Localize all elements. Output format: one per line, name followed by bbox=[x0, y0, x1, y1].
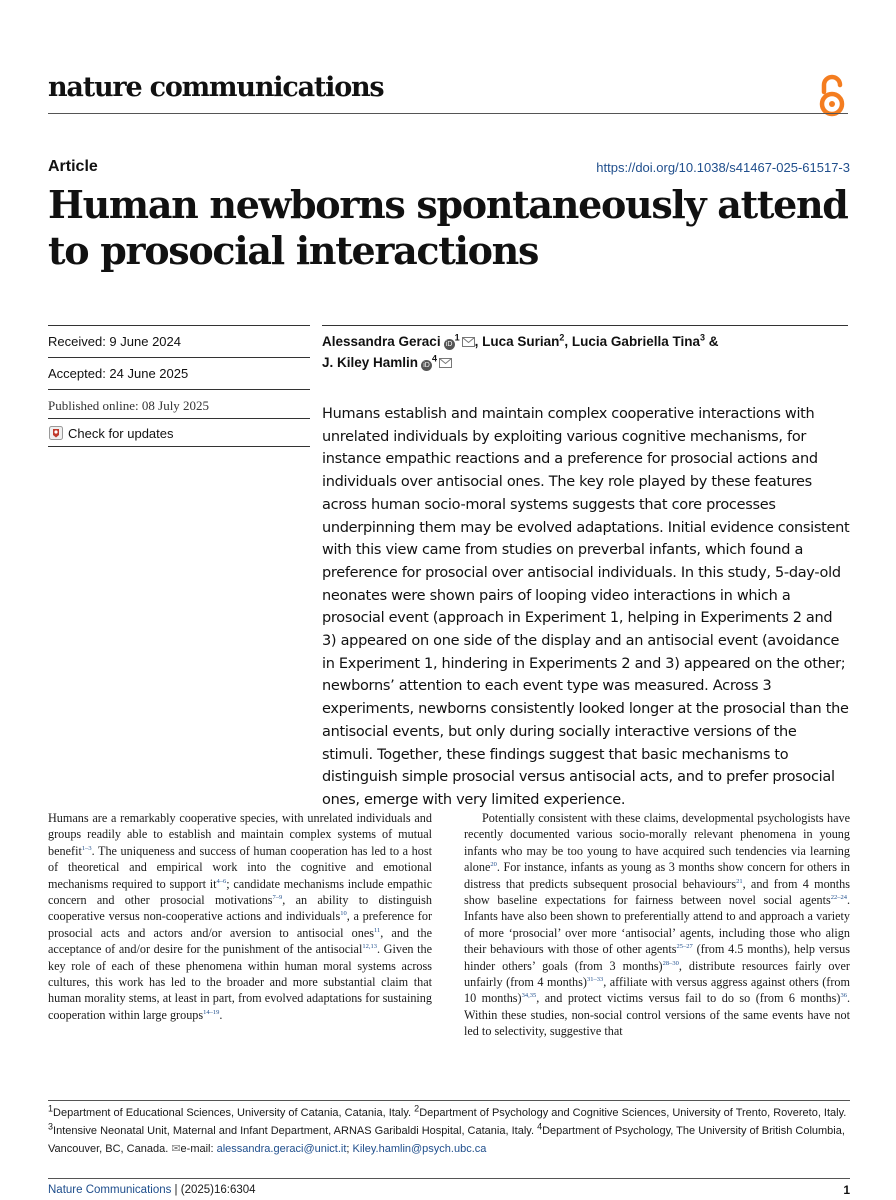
body-column-left: Humans are a remarkably cooperative species, with unrelated individuals and groups readily able to establish and maintain complex systems of mutual benefit$^{1-3}$. The uniqueness and success of human cooperation has led to a host of theoretical and empirical work into the cognitive and emotional mechanisms required to support it$^{4-6}$; candidate mechanisms include empathic concern and other prosocial motivations$^{7-9}$, an ability to distinguish cooperative versus non-cooperative actions and individuals$^{10}$, a preference for prosocial acts and actors and/or aversion to antisocial ones$^{11}$, and the acceptance of and/or desire for the punishment of the antisocial$^{12,13}$. Given the key role of each of these phenomena within human moral systems across cultures, this work has led to the broader and more substantial claim that human morality stems, at least in part, from evolved adaptations for sustaining cooperation within large groups$^{14-19}$. bbox=[48, 811, 433, 1022]
envelope-icon[interactable] bbox=[462, 337, 475, 347]
citation-ref[interactable]: 28–30 bbox=[662, 959, 679, 967]
citation-ref[interactable]: 34,35 bbox=[521, 992, 537, 1000]
citation-ref[interactable]: 11 bbox=[374, 926, 381, 934]
citation-ref[interactable]: 36 bbox=[840, 992, 847, 1000]
citation-ref[interactable]: 31–33 bbox=[586, 976, 604, 983]
header-rule bbox=[48, 113, 848, 114]
citation-ref[interactable]: 10 bbox=[340, 910, 347, 918]
citation-ref[interactable]: 12,13 bbox=[362, 943, 377, 951]
side-rule-1 bbox=[48, 325, 310, 326]
citation-ref[interactable]: 20 bbox=[490, 861, 497, 869]
body-column-right: Potentially consistent with these claims, developmental psychologists have recently documented various socio-morally relevant phenomena in young infants who may be too young to have acquired such tendencies via learning alone$^{20}$. For instance, infants as young as 3 months show concern for others in distress that predicts subsequent prosocial behaviours$^{21}$, and from 4 months show baseline expectations for fairness between novel social agents$^{22-24}$. Infants have also been shown to preferentially attend to and approach a variety of more ‘prosocial’ over more ‘antisocial’ agents, including those who align their behaviours with those of other agents$^{25-27}$ (from 4.5 months), help versus hinder others’ goals (from 3 months)$^{28-30}$, distribute resources fairly over unfairly (from 4 months)$^{31-33}$, affiliate with versus aggress against others (from 10 months)$^{34,35}$, and protect victims versus fail to do so (from 6 months)$^{36}$. Within these studies, non-social control versions of the same events have not led to selectivity, suggestive that bbox=[464, 811, 850, 1039]
published-date: Published online: 08 July 2025 bbox=[48, 398, 210, 413]
doi-link[interactable]: https://doi.org/10.1038/s41467-025-61517-3 bbox=[596, 160, 850, 175]
abstract: Humans establish and maintain complex cooperative interactions with unrelated individuals by exploiting various cognitive mechanisms, for instance empathic reactions and a preference for prosocial actions and individuals over antisocial ones. The key role played by these features across human socio-moral systems suggests that core processes underpinning them may be evolved adaptations. Initial evidence consistent with this view came from studies on preverbal infants, which found a preference for prosocial over antisocial individuals. In this study, 5-day-old neonates were shown pairs of looping video interactions in which a prosocial event (approach in Experiment 1, helping in Experiments 2 and 3) appeared on one side of the display and an antisocial event (avoidance in Experiment 1, hindering in Experiments 2 and 3) appeared on the other; newborns’ attention to each event type was measured. Across 3 experiments, newborns consistently looked longer at the prosocial than the antisocial events, but only during socially interactive versions of the stimuli. Together, these findings suggest that basic mechanisms to distinguish simple prosocial versus antisocial acts, and to prefer prosocial ones, emerge with very limited experience. bbox=[322, 406, 850, 808]
envelope-icon: ✉ bbox=[171, 1143, 181, 1155]
author-name[interactable]: Alessandra Geraci bbox=[322, 334, 441, 349]
article-type-label: Article bbox=[48, 158, 98, 175]
citation-ref[interactable]: 14–19 bbox=[203, 1008, 220, 1016]
citation-ref[interactable]: 25–27 bbox=[676, 943, 693, 951]
affiliation-number: 1 bbox=[48, 1103, 54, 1114]
affiliations-rule bbox=[48, 1100, 850, 1101]
email-link[interactable]: Kiley.hamlin@psych.ubc.ca bbox=[352, 1143, 487, 1155]
orcid-icon[interactable]: iD bbox=[444, 339, 455, 350]
side-rule-2 bbox=[48, 357, 310, 358]
citation-ref[interactable]: 4–6 bbox=[216, 877, 227, 885]
affiliation-number: 2 bbox=[414, 1103, 420, 1114]
side-rule-3 bbox=[48, 389, 310, 390]
article-title: Human newborns spontaneously attend to prosocial interactions bbox=[48, 182, 848, 273]
page-number: 1 bbox=[843, 1183, 850, 1197]
side-rule-5 bbox=[48, 446, 310, 447]
open-access-icon bbox=[812, 74, 852, 118]
author-name[interactable]: Lucia Gabriella Tina bbox=[571, 334, 700, 349]
accepted-date: Accepted: 24 June 2025 bbox=[48, 366, 189, 381]
journal-name: nature communications bbox=[48, 72, 384, 103]
author-list: Alessandra Geraci $iD^1$ , Luca Surian$^2$, Lucia Gabriella Tina$^3$ & J. Kiley Hamlin $iD^4$ bbox=[322, 332, 719, 370]
author-name[interactable]: Luca Surian bbox=[482, 334, 560, 349]
envelope-icon[interactable] bbox=[439, 358, 452, 368]
citation-ref[interactable]: 7–9 bbox=[272, 893, 283, 901]
received-date: Received: 9 June 2024 bbox=[48, 334, 181, 349]
author-name[interactable]: J. Kiley Hamlin bbox=[322, 355, 419, 370]
email-link[interactable]: alessandra.geraci@unict.it bbox=[216, 1143, 347, 1155]
footer-journal-link[interactable]: Nature Communications bbox=[48, 1184, 172, 1196]
affiliation-number: 4 bbox=[537, 1121, 543, 1132]
orcid-icon[interactable]: iD bbox=[421, 360, 432, 371]
check-for-updates-link[interactable]: Check for updates bbox=[68, 426, 174, 441]
affiliation-number: 3 bbox=[48, 1121, 54, 1132]
affiliations: $^1$Department of Educational Sciences, University of Catania, Catania, Italy. $^2$Department of Psychology and Cognitive Sciences, University of Trento, Rovereto, Italy. $^3$Intensive Neonatal Unit, Maternal and Infant Department, ARNAS Garibaldi Hospital, Catania, Italy. $^4$Department of Psychology, The University of British Columbia, Vancouver, BC, Canada. ✉e-mail: alessandra.geraci@unict.it; Kiley.hamlin@psych.ubc.ca bbox=[48, 1103, 847, 1155]
citation-ref[interactable]: 21 bbox=[736, 877, 743, 885]
citation-ref[interactable]: 1–3 bbox=[81, 844, 92, 852]
footer-citation: Nature Communications | (2025)16:6304 bbox=[48, 1184, 256, 1196]
authors-rule bbox=[322, 325, 848, 326]
check-for-updates-icon[interactable] bbox=[49, 426, 63, 440]
side-rule-4 bbox=[48, 418, 310, 419]
citation-ref[interactable]: 22–24 bbox=[830, 893, 847, 901]
footer-rule bbox=[48, 1178, 850, 1179]
